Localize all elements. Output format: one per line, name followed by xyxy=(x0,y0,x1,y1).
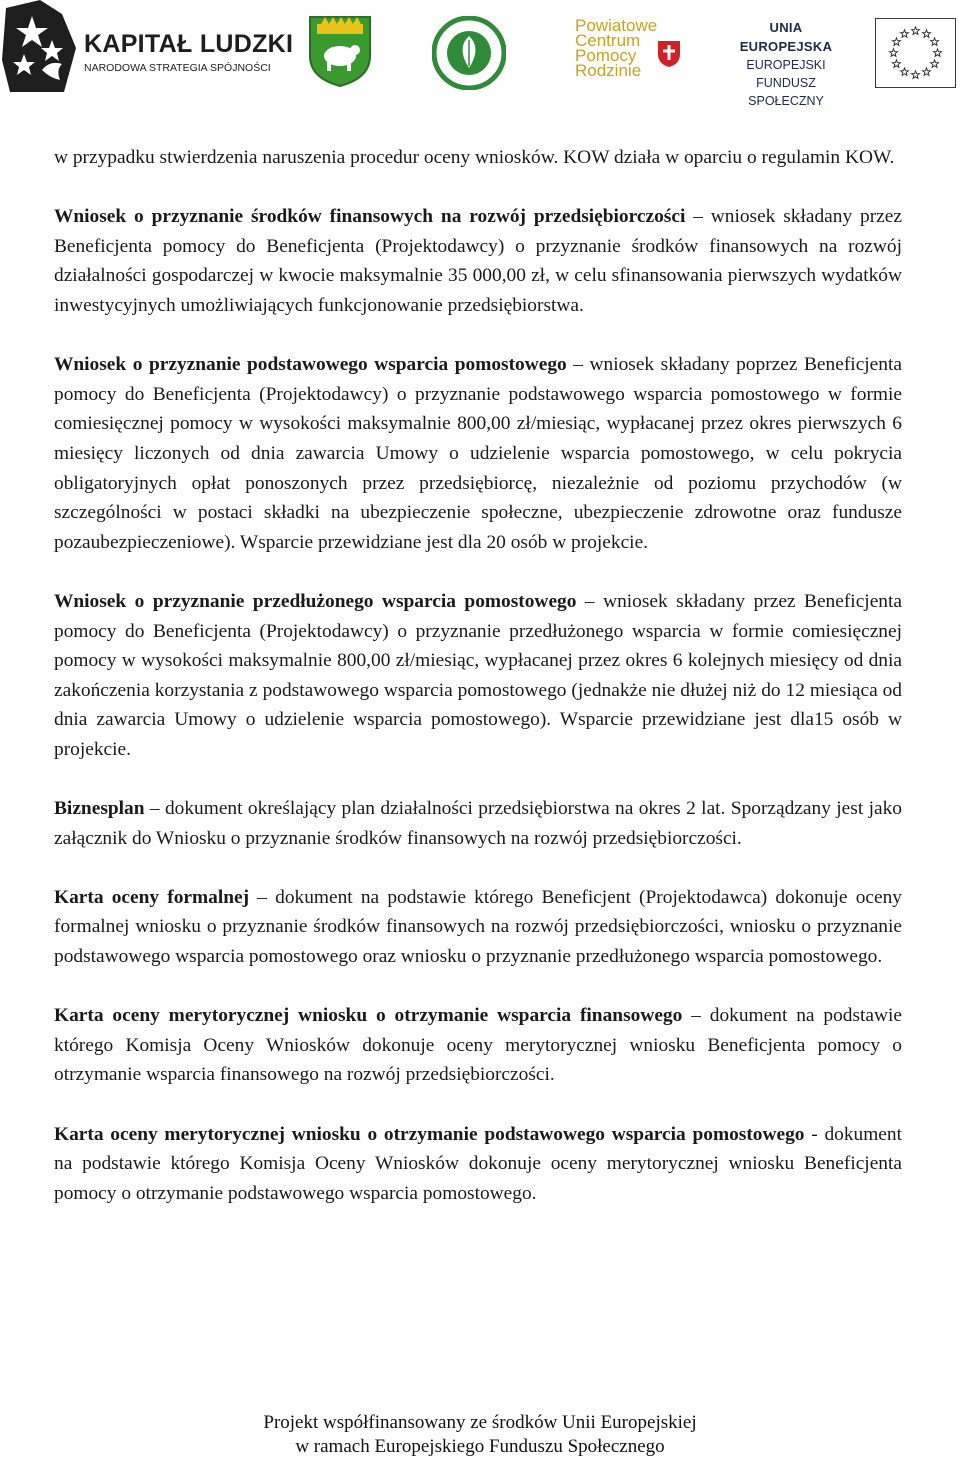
term-label: Biznesplan xyxy=(54,798,145,820)
eu-star-icon xyxy=(890,49,898,57)
eu-line-1: UNIA EUROPEJSKA xyxy=(739,20,833,54)
coat-of-arms-logo xyxy=(307,14,373,88)
bear-crest-icon xyxy=(307,14,373,88)
pcpr-line-3: Pomocy xyxy=(575,46,637,65)
eu-star-icon xyxy=(931,38,939,46)
page-header xyxy=(0,0,960,108)
kapital-ludzki-subtitle: NARODOWA STRATEGIA SPÓJNOŚCI xyxy=(84,62,271,74)
paragraph-basic-bridging-support xyxy=(54,350,902,557)
eu-line-3: FUNDUSZ SPOŁECZNY xyxy=(748,76,824,108)
paragraph-text: – dokument określający plan działalności przedsiębiorstwa na okres 2 lat. Sporządzany jest jako załącznik do Wniosku o przyznanie środków finansowych na rozwój przedsiębiorczości. xyxy=(54,798,902,849)
pcpr-line-1: Powiatowe xyxy=(575,16,658,35)
paragraph-business-plan xyxy=(54,794,902,853)
kapital-ludzki-emblem-icon xyxy=(2,0,82,96)
pcpr-line-2: Centrum xyxy=(575,31,641,50)
term-label: Wniosek o przyznanie podstawowego wsparcia pomostowego xyxy=(54,354,567,376)
pcpr-line-4: Rodzinie xyxy=(575,61,642,80)
eu-label xyxy=(722,18,850,110)
paragraph-text: – dokument na podstawie którego Beneficjent (Projektodawca) dokonuje oceny formalnej wniosku o przyznanie środków finansowych na rozwój przedsiębiorczości, wniosku o przyznanie podstawowego wsparcia pomostowego oraz wniosku o przyznanie przedłużonego wsparcia pomostowego. xyxy=(54,886,902,968)
pcpr-shield-icon xyxy=(657,40,681,68)
paragraph-text: – wniosek składany przez Beneficjenta pomocy do Beneficjenta (Projektodawcy) o przyznanie środków finansowych na rozwój działalności gospodarczej w kwocie maksymalnie 35 000,00 zł, w celu sfinansowania pierwszych wydatków inwestycyjnych umożliwiających funkcjonowanie przedsiębiorstwa. xyxy=(54,206,902,316)
term-label: Karta oceny merytorycznej wniosku o otrzymanie podstawowego wsparcia pomostowego xyxy=(54,1123,805,1145)
paragraph-merit-evaluation-financial xyxy=(54,1001,902,1090)
eu-star-icon xyxy=(892,38,900,46)
kapital-ludzki-logo xyxy=(2,0,294,96)
eu-star-icon xyxy=(923,30,931,38)
term-label: Karta oceny formalnej xyxy=(54,886,250,908)
term-label: Wniosek o przyznanie przedłużonego wsparcia pomostowego xyxy=(54,590,577,612)
paragraph-text: – wniosek składany przez Beneficjenta pomocy do Beneficjenta (Projektodawcy) o przyznanie przedłużonego wsparcia w formie comiesięcznej pomocy w wysokości maksymalnie 800,00 zł/miesiąc, wypłacanej przez okres 6 kolejnych miesięcy od dnia zakończenia korzystania z podstawowego wsparcia pomostowego (jednakże nie dłużej niż do 12 miesiąca od dnia zawarcia Umowy o udzielenie wsparcia pomostowego). Wsparcie przewidziane jest dla15 osób w projekcie. xyxy=(54,590,902,760)
paragraph-text: – wniosek składany poprzez Beneficjenta pomocy do Beneficjenta (Projektodawcy) o przyznanie podstawowego wsparcia pomostowego w formie comiesięcznej pomocy w wysokości maksymalnie 800,00 zł/miesiąc, wypłacanej przez okres pierwszych 6 miesięcy liczonych od dnia zawarcia Umowy o udzielenie wsparcia pomostowego, w celu pokrycia obligatoryjnych opłat ponoszonych przez przedsiębiorcę, niezależnie od poziomu przychodów (w szczególności w postaci składki na ubezpieczenie społeczne, ubezpieczenie zdrowotne oraz fundusze pozaubezpieczeniowe). Wsparcie przewidziane jest dla 20 osób w projekcie. xyxy=(54,354,902,553)
leaf-seal-icon xyxy=(432,16,506,90)
eu-star-icon xyxy=(901,68,909,76)
paragraph-text: - dokument na podstawie którego Komisja Oceny Wniosków dokonuje oceny merytorycznej wniosku Beneficjenta pomocy o otrzymanie podstawowego wsparcia pomostowego. xyxy=(54,1123,902,1204)
eu-stars-icon xyxy=(876,19,955,87)
term-label: Wniosek o przyznanie środków finansowych na rozwój przedsiębiorczości xyxy=(54,206,686,228)
eu-star-icon xyxy=(901,30,909,38)
eu-star-icon xyxy=(934,49,942,57)
paragraph-extended-bridging-support xyxy=(54,587,902,765)
foundation-logo xyxy=(432,16,506,90)
eu-star-icon xyxy=(912,27,920,35)
paragraph-financial-support-application xyxy=(54,202,902,320)
document-body xyxy=(54,143,902,1238)
paragraph-formal-evaluation-card xyxy=(54,883,902,972)
term-label: Karta oceny merytorycznej wniosku o otrzymanie wsparcia finansowego xyxy=(54,1005,683,1027)
eu-logo xyxy=(722,18,954,108)
eu-star-icon xyxy=(931,60,939,68)
pcpr-logo xyxy=(575,18,685,86)
footer-line-2: w ramach Europejskiego Funduszu Społecznego xyxy=(295,1436,665,1457)
eu-star-icon xyxy=(892,60,900,68)
footer-line-1: Projekt współfinansowany ze środków Unii Europejskiej xyxy=(263,1412,697,1433)
paragraph-text: w przypadku stwierdzenia naruszenia procedur oceny wniosków. KOW działa w oparciu o regulamin KOW. xyxy=(54,147,895,168)
paragraph-text: – dokument na podstawie którego Komisja Oceny Wniosków dokonuje oceny merytorycznej wniosku Beneficjenta pomocy o otrzymanie wsparcia finansowego na rozwój przedsiębiorczości. xyxy=(54,1005,902,1086)
kapital-ludzki-title: KAPITAŁ LUDZKI xyxy=(84,30,294,58)
paragraph-kow-procedure xyxy=(54,143,902,173)
page-footer xyxy=(0,1411,960,1459)
eu-line-2: EUROPEJSKI xyxy=(746,58,826,72)
eu-flag xyxy=(875,18,956,88)
eu-star-icon xyxy=(923,68,931,76)
eu-star-icon xyxy=(912,71,920,79)
paragraph-merit-evaluation-bridging xyxy=(54,1120,902,1209)
